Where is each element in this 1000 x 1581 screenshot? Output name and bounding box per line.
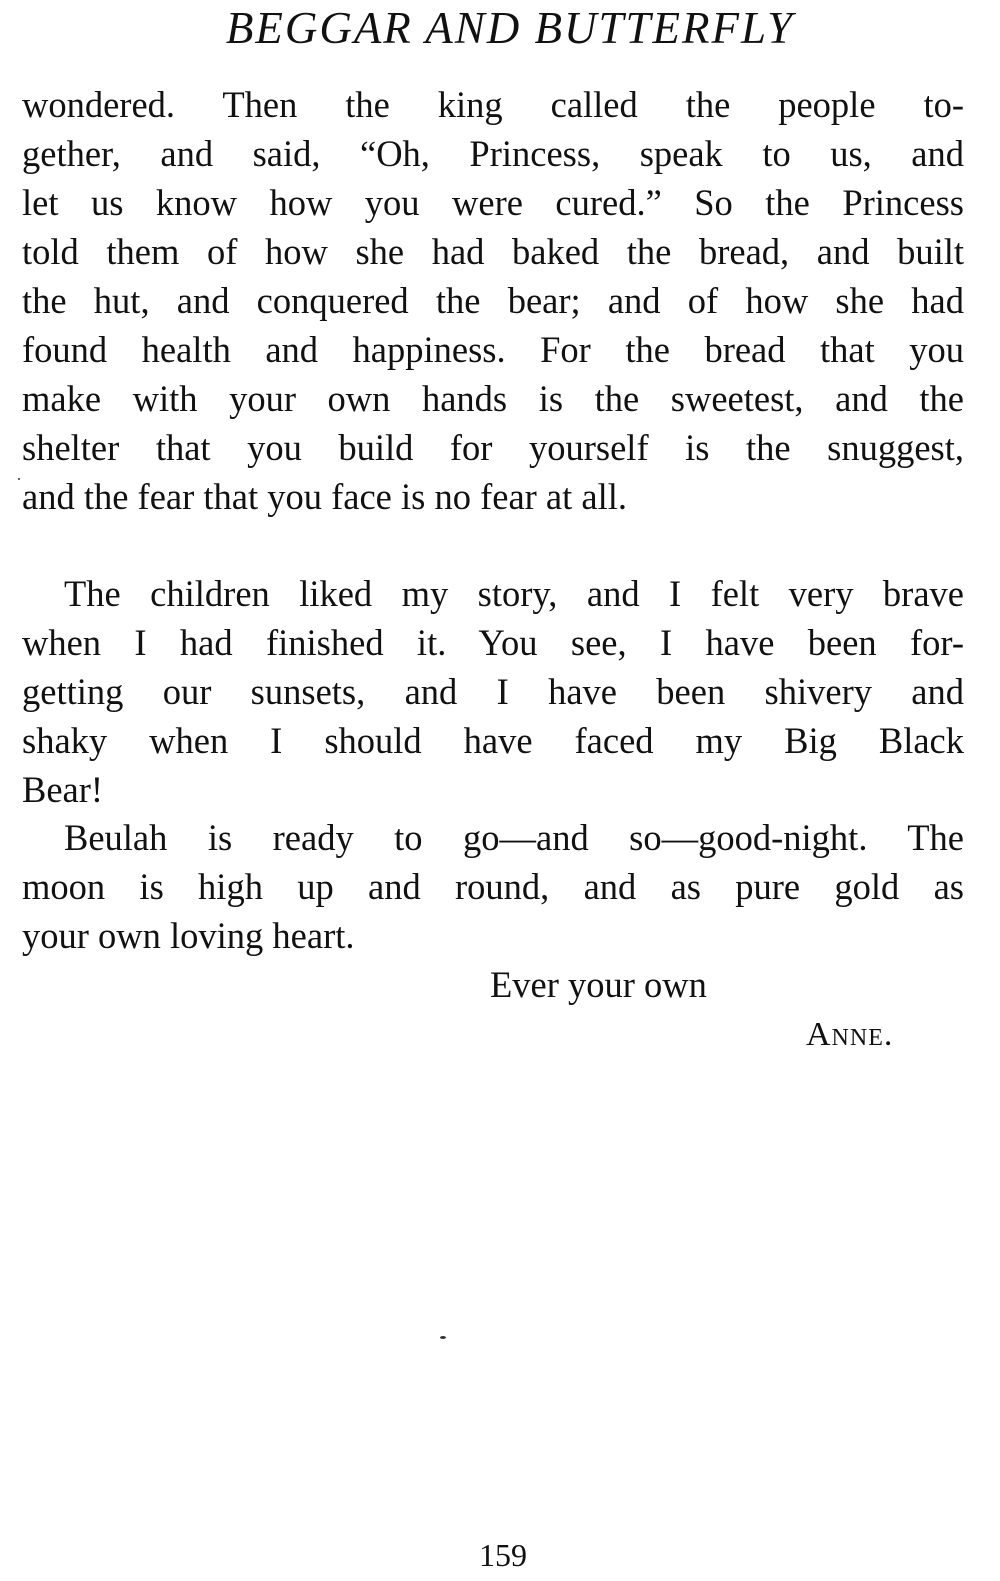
- running-head-title: BEGGAR AND BUTTERFLY: [225, 3, 795, 53]
- text-line: Bear!: [22, 769, 104, 810]
- text-line: shelter that you build for yourself is the snuggest,: [22, 427, 964, 468]
- text-line: told them of how she had baked the bread, and built: [22, 231, 964, 272]
- ink-speck: [18, 478, 20, 480]
- text-line: the hut, and conquered the bear; and of how she had: [22, 280, 964, 321]
- text-line: wondered. Then the king called the people to-: [22, 84, 964, 125]
- text-line: The children liked my story, and I felt very brave: [64, 573, 964, 614]
- text-line: let us know how you were cured.” So the Princess: [22, 182, 964, 223]
- text-line: gether, and said, “Oh, Princess, speak to us, and: [22, 133, 964, 174]
- letter-closing: Ever your own: [490, 964, 707, 1005]
- ink-speck: [440, 1336, 446, 1339]
- text-line: and the fear that you face is no fear at all.: [22, 476, 627, 517]
- text-line: Beulah is ready to go—and so—good-night. The: [64, 817, 964, 858]
- text-line: shaky when I should have faced my Big Black: [22, 720, 964, 761]
- page-number: 159: [479, 1537, 527, 1573]
- text-line: when I had finished it. You see, I have been for-: [22, 622, 964, 663]
- paragraph-story-ending: [22, 80, 964, 521]
- text-line: make with your own hands is the sweetest, and the: [22, 378, 964, 419]
- text-line: found health and happiness. For the bread that you: [22, 329, 964, 370]
- text-line: your own loving heart.: [22, 915, 355, 956]
- text-line: getting our sunsets, and I have been shivery and: [22, 671, 964, 712]
- letter-signature: Anne.: [806, 1016, 894, 1053]
- paragraph-children-liked-story: [22, 569, 964, 814]
- text-line: moon is high up and round, and as pure gold as: [22, 866, 964, 907]
- paragraph-good-night: [22, 813, 964, 960]
